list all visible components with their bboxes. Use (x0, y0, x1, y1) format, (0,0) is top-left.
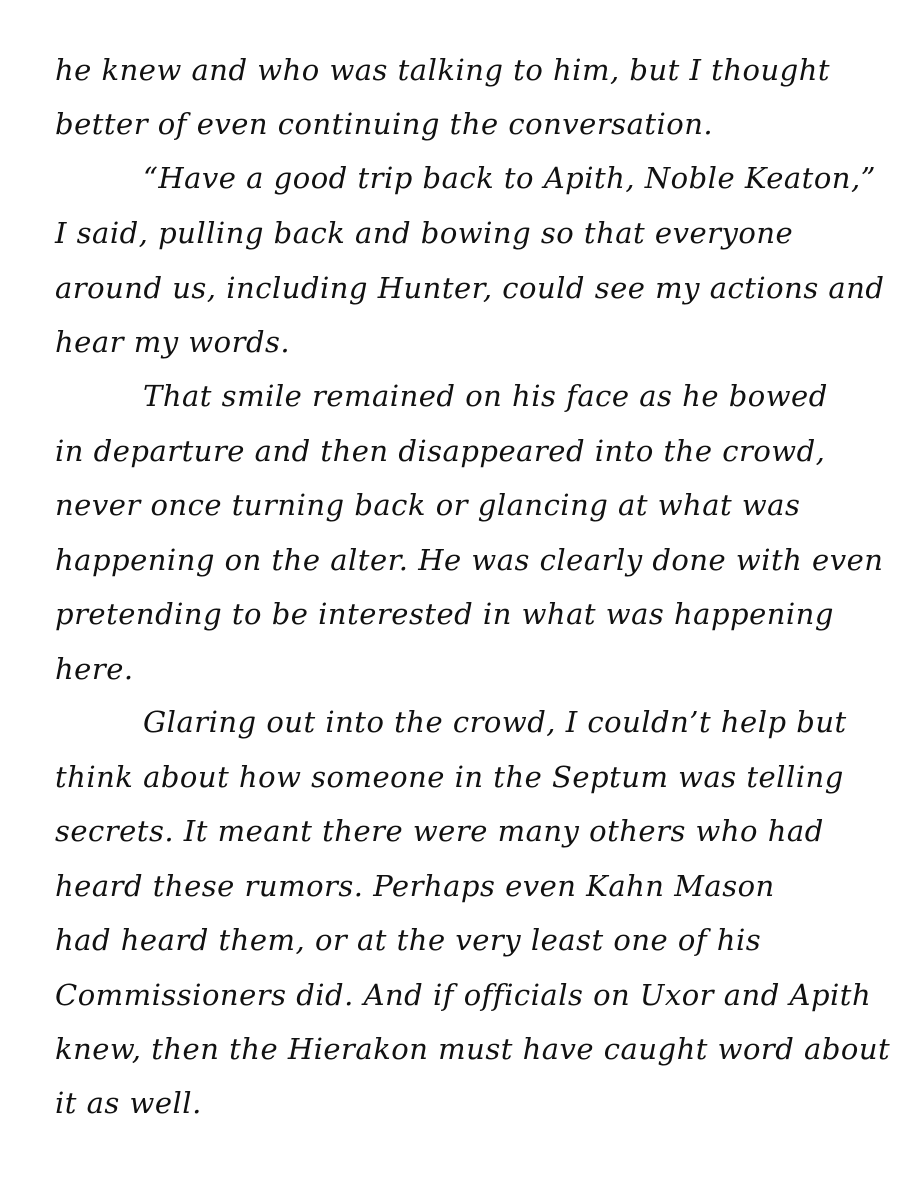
text-line: I said, pulling back and bowing so that everyone (55, 216, 794, 250)
text-line: knew, then the Hierakon must have caught word about (55, 1032, 891, 1066)
text-line: never once turning back or glancing at what was (55, 488, 801, 522)
text-line: “Have a good trip back to Apith, Noble Keaton,” (143, 161, 877, 195)
text-line: it as well. (55, 1086, 202, 1120)
text-line: here. (55, 652, 134, 686)
text-line: That smile remained on his face as he bowed (143, 379, 828, 413)
text-line: pretending to be interested in what was happening (55, 597, 834, 631)
text-line: Commissioners did. And if officials on Uxor and Apith (55, 978, 872, 1012)
text-line: hear my words. (55, 325, 291, 359)
text-line: secrets. It meant there were many others who had (55, 814, 824, 848)
text-line: happening on the alter. He was clearly done with even (55, 543, 884, 577)
text-line: Glaring out into the crowd, I couldn’t help but (143, 705, 847, 739)
text-line: had heard them, or at the very least one of his (55, 923, 762, 957)
text-line: better of even continuing the conversation. (55, 107, 714, 141)
text-line: around us, including Hunter, could see my actions and (55, 271, 885, 305)
text-line: think about how someone in the Septum was telling (55, 760, 844, 794)
text-line: he knew and who was talking to him, but I thought (55, 53, 831, 87)
text-line: in departure and then disappeared into the crowd, (55, 434, 826, 468)
text-line: heard these rumors. Perhaps even Kahn Mason (55, 869, 775, 903)
